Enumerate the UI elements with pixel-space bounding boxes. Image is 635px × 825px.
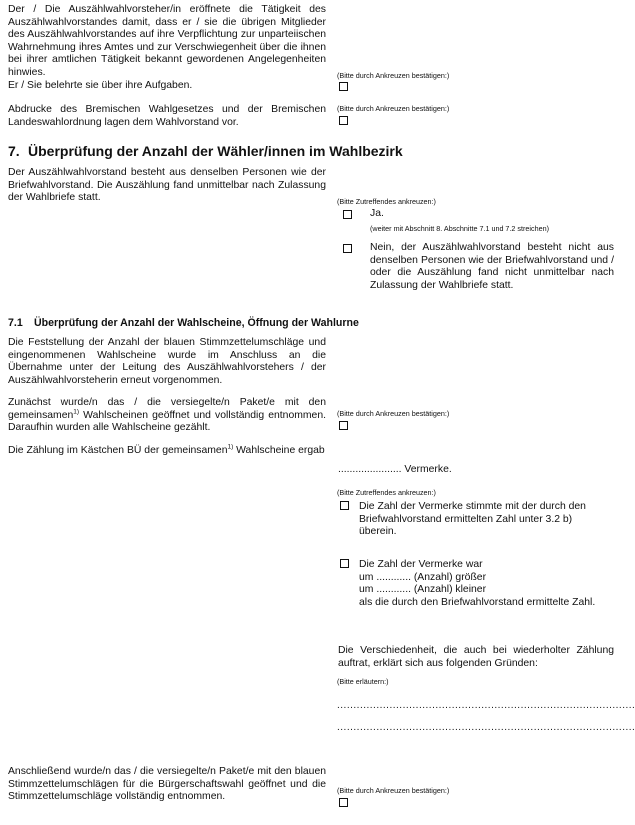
section-7-1-number: 7.1	[8, 317, 23, 329]
option-match-label: Die Zahl der Vermerke stimmte mit der durch den Briefwahlvorstand ermittelten Zahl unter 3.2 b) überein.	[359, 501, 586, 538]
intro-text: Der / Die Auszählwahlvorsteher/in eröffnete die Tätigkeit des Auszählwahlvorstandes damit, dass er / sie die übrigen Mitglieder des Auszählwahlvorstandes auf ihre Verpflichtung zur unparteiischen Wahrnehmung ihres Amtes und zur Verschwiegenheit über die ihnen bei ihrer amtlichen Tätigkeit bekannt gewordenen Angelegenheiten hinwies.	[8, 4, 326, 78]
explain-hint: (Bitte erläutern:)	[337, 677, 389, 686]
explanation-line-1[interactable]: ...........................................................................................	[337, 700, 635, 711]
section-7-number: 7.	[8, 143, 20, 159]
vermerke-label: Vermerke.	[404, 464, 452, 475]
option-diff-label	[359, 559, 599, 609]
option-no-label: Nein, der Auszählwahlvorstand besteht nicht aus denselben Personen wie der Briefwahlvorstand und / oder die Auszählung fand nicht unmittelbar nach Zulassung der Wahlbriefe statt.	[370, 242, 614, 291]
p3-text-a: Die Zählung im Kästchen BÜ der gemeinsamen	[8, 445, 228, 456]
p2-text-a: Zunächst wurde/n das / die versiegelte/n Paket/e mit den gemeinsamen	[8, 397, 326, 421]
intro-text-2: Er / Sie belehrte sie über ihre Aufgaben.	[8, 79, 193, 91]
section-7-heading	[8, 143, 618, 160]
vermerke-count-line	[338, 464, 452, 477]
confirm-hint-4: (Bitte durch Ankreuzen bestätigen:)	[337, 786, 450, 795]
option-yes-note: (weiter mit Abschnitt 8. Abschnitte 7.1 und 7.2 streichen)	[370, 224, 549, 233]
option-diff-greater: um ............ (Anzahl) größer	[359, 571, 487, 583]
legal-docs-paragraph: Abdrucke des Bremischen Wahlgesetzes und der Bremischen Landeswahlordnung lagen dem Wahlvorstand vor.	[8, 104, 326, 128]
confirm-hint-1: (Bitte durch Ankreuzen bestätigen:)	[337, 71, 450, 80]
section-7-1-p3	[8, 445, 326, 458]
section-7-1-hint: (Bitte Zutreffendes ankreuzen:)	[337, 488, 436, 497]
option-diff-smaller: um ............ (Anzahl) kleiner	[359, 584, 487, 596]
section-7-1-p1: Die Feststellung der Anzahl der blauen Stimmzettelumschläge und eingenommenen Wahlscheine wurde im Anschluss an die Übernahme unter der Leitung des Auszählwahlvorstehers / der Auszählwahlvorsteherin erneut vorgenommen.	[8, 337, 326, 386]
option-match-checkbox[interactable]	[340, 501, 349, 510]
confirm-checkbox-1[interactable]	[339, 82, 348, 91]
confirm-checkbox-2[interactable]	[339, 116, 348, 125]
footnote-ref-1: 1)	[73, 408, 80, 416]
section-7-1-p2	[8, 397, 326, 435]
difference-explanation-text: Die Verschiedenheit, die auch bei wiederholter Zählung auftrat, erklärt sich aus folgenden Gründen:	[338, 645, 614, 669]
section-7-1-p4: Anschließend wurde/n das / die versiegelte/n Paket/e mit den blauen Stimmzettelumschlägen für die Bürgerschaftswahl geöffnet und die Stimmzettelumschläge vollständig entnommen.	[8, 766, 326, 803]
option-yes-checkbox[interactable]	[343, 210, 352, 219]
footnote-ref-2: 1)	[227, 443, 234, 451]
section-7-1-title: Überprüfung der Anzahl der Wahlscheine, Öffnung der Wahlurne	[34, 317, 359, 329]
vermerke-count-field[interactable]: ......................	[338, 464, 402, 475]
section-7-text: Der Auszählwahlvorstand besteht aus denselben Personen wie der Briefwahlvorstand. Die Auszählung fand unmittelbar nach Zulassung der Wahlbriefe statt.	[8, 167, 326, 204]
confirm-hint-2: (Bitte durch Ankreuzen bestätigen:)	[337, 104, 450, 113]
section-7-1-heading	[8, 317, 618, 330]
option-yes-label: Ja.	[370, 208, 384, 219]
explanation-line-2[interactable]: ...........................................................................................	[337, 722, 635, 733]
option-diff-line-1: Die Zahl der Vermerke war	[359, 559, 483, 570]
option-no-checkbox[interactable]	[343, 244, 352, 253]
section-7-hint: (Bitte Zutreffendes ankreuzen:)	[337, 197, 436, 206]
confirm-checkbox-4[interactable]	[339, 798, 348, 807]
option-diff-line-4: als die durch den Briefwahlvorstand ermittelte Zahl.	[359, 596, 596, 608]
confirm-checkbox-3[interactable]	[339, 421, 348, 430]
p3-text-b: Wahlscheine ergab	[233, 445, 325, 456]
confirm-hint-3: (Bitte durch Ankreuzen bestätigen:)	[337, 409, 450, 418]
option-diff-checkbox[interactable]	[340, 559, 349, 568]
p2-text-b: Wahlscheinen geöffnet und vollständig entnommen. Daraufhin wurden alle Wahlscheine gezählt.	[8, 409, 326, 434]
section-7-title: Überprüfung der Anzahl der Wähler/innen im Wahlbezirk	[28, 143, 403, 159]
intro-paragraph	[8, 4, 326, 92]
